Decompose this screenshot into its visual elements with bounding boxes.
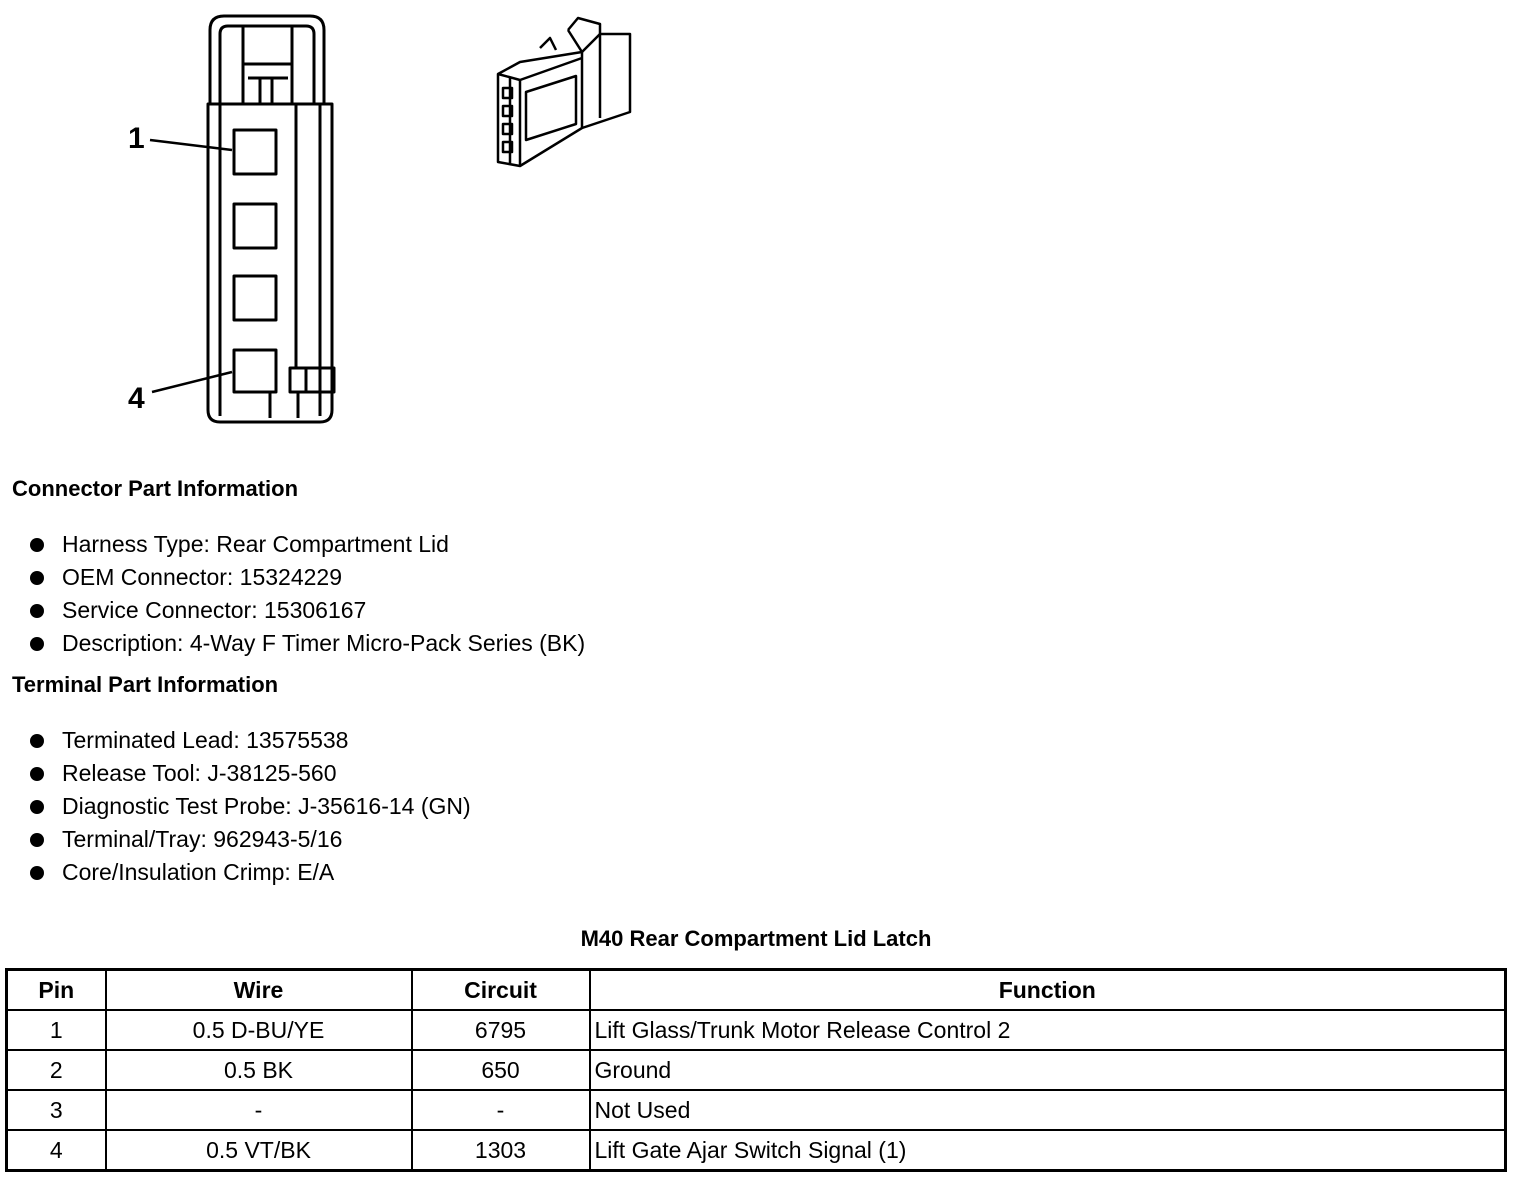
connector-info-list: [30, 530, 585, 662]
list-item: OEM Connector: 15324229: [30, 563, 585, 596]
cell-wire: 0.5 VT/BK: [106, 1130, 412, 1171]
list-item: Harness Type: Rear Compartment Lid: [30, 530, 585, 563]
cell-pin: 4: [7, 1130, 106, 1171]
table-row: [7, 1010, 1506, 1050]
terminal-info-heading: Terminal Part Information: [12, 672, 279, 697]
pinout-table: [5, 968, 1507, 1172]
list-item: Diagnostic Test Probe: J-35616-14 (GN): [30, 792, 471, 825]
table-header-row: [7, 970, 1506, 1011]
cell-wire: -: [106, 1090, 412, 1130]
cell-function: Lift Gate Ajar Switch Signal (1): [590, 1130, 1506, 1171]
cell-function: Not Used: [590, 1090, 1506, 1130]
cell-pin: 3: [7, 1090, 106, 1130]
table-row: [7, 1050, 1506, 1090]
table-title: M40 Rear Compartment Lid Latch: [580, 926, 932, 951]
pin-label-4: 4: [128, 382, 145, 415]
list-item: Terminated Lead: 13575538: [30, 726, 471, 759]
cell-wire: 0.5 D-BU/YE: [106, 1010, 412, 1050]
header-circuit: Circuit: [412, 970, 590, 1011]
list-item: Description: 4-Way F Timer Micro-Pack Series (BK): [30, 629, 585, 662]
cell-circuit: -: [412, 1090, 590, 1130]
table-row: [7, 1090, 1506, 1130]
connector-face-drawing: [0, 0, 700, 440]
list-item: Core/Insulation Crimp: E/A: [30, 858, 471, 891]
cell-wire: 0.5 BK: [106, 1050, 412, 1090]
cell-circuit: 1303: [412, 1130, 590, 1171]
cell-pin: 2: [7, 1050, 106, 1090]
cell-circuit: 650: [412, 1050, 590, 1090]
cell-function: Ground: [590, 1050, 1506, 1090]
cell-circuit: 6795: [412, 1010, 590, 1050]
list-item: Terminal/Tray: 962943-5/16: [30, 825, 471, 858]
header-pin: Pin: [7, 970, 106, 1011]
pin-label-1: 1: [128, 122, 145, 155]
terminal-info-list: [30, 726, 471, 891]
list-item: Release Tool: J-38125-560: [30, 759, 471, 792]
cell-pin: 1: [7, 1010, 106, 1050]
cell-function: Lift Glass/Trunk Motor Release Control 2: [590, 1010, 1506, 1050]
list-item: Service Connector: 15306167: [30, 596, 585, 629]
header-function: Function: [590, 970, 1506, 1011]
connector-isometric-drawing: [498, 18, 630, 166]
table-row: [7, 1130, 1506, 1171]
connector-diagram: [0, 0, 700, 440]
header-wire: Wire: [106, 970, 412, 1011]
connector-info-heading: Connector Part Information: [12, 476, 299, 501]
